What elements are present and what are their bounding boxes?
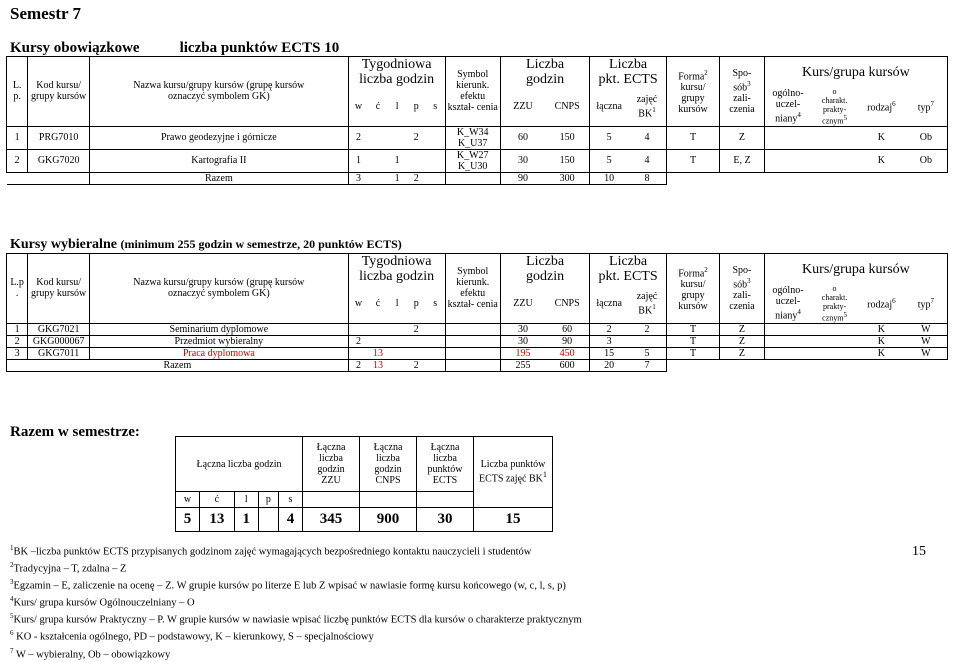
table-cell bbox=[811, 126, 858, 149]
bk-header: zajęć $BK^1$ bbox=[628, 87, 666, 126]
w-header: w bbox=[348, 87, 368, 126]
table-cell: 1 bbox=[388, 149, 407, 172]
table-cell: E, Z bbox=[720, 149, 765, 172]
table-cell: 60 bbox=[545, 323, 590, 335]
table-cell: Seminarium dyplomowe bbox=[90, 323, 349, 335]
page-number: 15 bbox=[912, 544, 926, 559]
symbol-cell: K_W34 K_U37 bbox=[445, 126, 500, 149]
praca-dyplomowa-link[interactable]: Praca dyplomowa bbox=[90, 347, 349, 359]
c-header: ć bbox=[368, 284, 387, 323]
table-cell: Razem bbox=[7, 359, 349, 371]
table-cell bbox=[426, 172, 445, 184]
table-cell: GKG7011 bbox=[28, 347, 90, 359]
table-cell bbox=[417, 492, 474, 508]
table-cell bbox=[426, 126, 445, 149]
total-s: 4 bbox=[279, 508, 303, 532]
total-zzu: 345 bbox=[303, 508, 360, 532]
table-cell: Kartografia II bbox=[90, 149, 349, 172]
footnotes bbox=[10, 542, 582, 662]
table-cell bbox=[368, 323, 387, 335]
sposob-header: Spo- sób$^3$ zali- czenia bbox=[720, 254, 765, 324]
table-cell: 90 bbox=[500, 172, 545, 184]
table-row bbox=[7, 149, 948, 172]
forma-header: Forma$^2$ kursu/ grupy kursów bbox=[666, 57, 719, 127]
table-cell bbox=[426, 359, 445, 371]
table-cell: 2 bbox=[407, 126, 426, 149]
table-cell: 2 bbox=[407, 323, 426, 335]
table-cell: T bbox=[666, 347, 719, 359]
table-cell: Z bbox=[720, 126, 765, 149]
table-cell bbox=[348, 323, 368, 335]
s-header: s bbox=[426, 284, 445, 323]
laczna-header: łączna bbox=[590, 284, 628, 323]
table-cell bbox=[28, 172, 90, 184]
liczba-pkt-header: Liczba pkt. ECTS bbox=[590, 254, 667, 285]
table-cell: 30 bbox=[500, 335, 545, 347]
table-cell: 13 bbox=[368, 359, 387, 371]
footnote: $^5$Kurs/ grupa kursów Praktyczny – P. W grupie kursów w nawiasie wpisać liczbę punktów ECTS dla kursów o charakterze praktycznym bbox=[10, 612, 582, 626]
table-cell: K bbox=[858, 323, 905, 335]
table-cell: 3 bbox=[590, 335, 628, 347]
total-cnps: 900 bbox=[360, 508, 417, 532]
zzu-total-header: Łączna liczba godzin ZZU bbox=[303, 437, 360, 492]
kod-header: Kod kursu/ grupy kursów bbox=[28, 57, 90, 127]
table-cell: 15 bbox=[590, 347, 628, 359]
lp-header: L. p. bbox=[7, 57, 28, 127]
rodzaj-header: rodzaj$^6$ bbox=[858, 87, 905, 126]
table-cell: W bbox=[905, 335, 948, 347]
table-cell bbox=[348, 347, 368, 359]
c-header: ć bbox=[368, 87, 387, 126]
table-cell: 5 bbox=[590, 126, 628, 149]
table-cell: Ob bbox=[905, 149, 948, 172]
table-cell: GKG7021 bbox=[28, 323, 90, 335]
table-cell: l bbox=[234, 492, 258, 508]
table-cell: 20 bbox=[590, 359, 628, 371]
table-cell: GKG7020 bbox=[28, 149, 90, 172]
semester-total-title: Razem w semestrze: bbox=[10, 424, 140, 440]
symbol-header: Symbol kierunk. efektu kształ- cenia bbox=[445, 254, 500, 324]
table-cell: Ob bbox=[905, 126, 948, 149]
cnps-header: CNPS bbox=[545, 87, 590, 126]
table-cell bbox=[368, 335, 387, 347]
table-cell bbox=[426, 323, 445, 335]
cnps-header: CNPS bbox=[545, 284, 590, 323]
table-cell bbox=[666, 359, 947, 371]
table-cell bbox=[764, 126, 811, 149]
table-cell: 5 bbox=[628, 347, 666, 359]
obligatory-section-title bbox=[10, 40, 339, 57]
total-ects: 30 bbox=[417, 508, 474, 532]
total-c: 13 bbox=[199, 508, 234, 532]
table-cell bbox=[426, 335, 445, 347]
table-cell bbox=[407, 149, 426, 172]
table-row bbox=[7, 347, 948, 359]
table-cell bbox=[360, 492, 417, 508]
table-cell bbox=[368, 126, 387, 149]
table-cell: Razem bbox=[90, 172, 349, 184]
footnote: $^6$ KO - kształcenia ogólnego, PD – podstawowy, K – kierunkowy, S – specjalnościowy bbox=[10, 629, 374, 643]
total-w: 5 bbox=[176, 508, 200, 532]
p-header: p bbox=[407, 87, 426, 126]
ects-total-header: Łączna liczba punktów ECTS bbox=[417, 437, 474, 492]
table-cell: 7 bbox=[628, 359, 666, 371]
prakt-header: o charakt. prakty- cznym$^5$ bbox=[811, 87, 858, 126]
table-cell: 1 bbox=[388, 172, 407, 184]
table-cell: Z bbox=[720, 335, 765, 347]
table-cell: 5 bbox=[590, 149, 628, 172]
table-cell: K bbox=[858, 126, 905, 149]
ogol-header: ogólno- uczel- niany$^4$ bbox=[764, 87, 811, 126]
table-cell: 2 bbox=[590, 323, 628, 335]
table-cell: T bbox=[666, 323, 719, 335]
zzu-header: ZZU bbox=[500, 284, 545, 323]
table-cell bbox=[445, 335, 500, 347]
table-cell: s bbox=[279, 492, 303, 508]
razem-row bbox=[7, 172, 948, 184]
footnote: $^2$Tradycyjna – T, zdalna – Z bbox=[10, 561, 127, 575]
elective-section-title bbox=[10, 237, 402, 253]
lp-header: L.p . bbox=[7, 254, 28, 324]
zzu-header: ZZU bbox=[500, 87, 545, 126]
total-hours-header: Łączna liczba godzin bbox=[176, 437, 303, 492]
table-cell bbox=[7, 172, 28, 184]
table-cell: Z bbox=[720, 347, 765, 359]
table-cell: ć bbox=[199, 492, 234, 508]
nazwa-header: Nazwa kursu/grupy kursów (grupę kursów oznaczyć symbolem GK) bbox=[90, 254, 349, 324]
table-cell: 300 bbox=[545, 172, 590, 184]
table-cell bbox=[388, 359, 407, 371]
footnote: $^7$ W – wybieralny, Ob – obowiązkowy bbox=[10, 646, 171, 661]
elective-title: Kursy wybieralne bbox=[10, 237, 117, 252]
table-cell bbox=[811, 347, 858, 359]
table-cell: 2 bbox=[348, 335, 368, 347]
table-cell: 1 bbox=[7, 126, 28, 149]
table-cell: Przedmiot wybieralny bbox=[90, 335, 349, 347]
rodzaj-header: rodzaj$^6$ bbox=[858, 284, 905, 323]
obligatory-points-title: liczba punktów ECTS 10 bbox=[179, 40, 340, 56]
table-cell bbox=[368, 172, 387, 184]
table-cell bbox=[764, 335, 811, 347]
table-row bbox=[7, 126, 948, 149]
table-cell bbox=[666, 172, 947, 184]
table-cell bbox=[388, 335, 407, 347]
elective-subtitle: (minimum 255 godzin w semestrze, 20 punktów ECTS) bbox=[120, 237, 402, 251]
table-cell bbox=[764, 323, 811, 335]
table-cell: 2 bbox=[7, 149, 28, 172]
liczba-godzin-header: Liczba godzin bbox=[500, 57, 589, 88]
table-cell: 3 bbox=[348, 172, 368, 184]
table-cell bbox=[388, 126, 407, 149]
table-cell: 10 bbox=[590, 172, 628, 184]
table-cell: 2 bbox=[348, 126, 368, 149]
symbol-cell: K_W27 K_U30 bbox=[445, 149, 500, 172]
table-cell: 4 bbox=[628, 149, 666, 172]
table-cell: w bbox=[176, 492, 200, 508]
l-header: l bbox=[388, 284, 407, 323]
table-cell: 195 bbox=[500, 347, 545, 359]
w-header: w bbox=[348, 284, 368, 323]
table-cell bbox=[764, 347, 811, 359]
table-cell: 1 bbox=[7, 323, 28, 335]
tyg-header: Tygodniowa liczba godzin bbox=[348, 254, 445, 285]
kurs-grupa-header: Kurs/grupa kursów bbox=[764, 57, 947, 88]
table-cell: Z bbox=[720, 323, 765, 335]
table-row bbox=[7, 323, 948, 335]
tyg-header: Tygodniowa liczba godzin bbox=[348, 57, 445, 88]
table-row bbox=[7, 335, 948, 347]
table-cell: GKG000067 bbox=[28, 335, 90, 347]
typ-header: typ$^7$ bbox=[905, 87, 948, 126]
total-bk: 15 bbox=[474, 508, 553, 532]
liczba-godzin-header: Liczba godzin bbox=[500, 254, 589, 285]
table-cell: K bbox=[858, 335, 905, 347]
table-cell: 8 bbox=[628, 172, 666, 184]
table-cell bbox=[445, 323, 500, 335]
table-cell bbox=[426, 347, 445, 359]
table-cell: 30 bbox=[500, 323, 545, 335]
table-cell: 13 bbox=[368, 347, 387, 359]
table-cell bbox=[388, 323, 407, 335]
table-cell: 60 bbox=[500, 126, 545, 149]
table-cell: T bbox=[666, 335, 719, 347]
ogol-header: ogólno- uczel- niany$^4$ bbox=[764, 284, 811, 323]
table-cell: 2 bbox=[628, 323, 666, 335]
table-cell bbox=[764, 149, 811, 172]
table-cell: 2 bbox=[348, 359, 368, 371]
elective-table bbox=[6, 253, 948, 372]
table-cell bbox=[811, 323, 858, 335]
table-cell bbox=[407, 347, 426, 359]
sposob-header: Spo- sób$^3$ zali- czenia bbox=[720, 57, 765, 127]
nazwa-header: Nazwa kursu/grupy kursów (grupę kursów oznaczyć symbolem GK) bbox=[90, 57, 349, 127]
bk-header: zajęć $BK^1$ bbox=[628, 284, 666, 323]
table-cell: W bbox=[905, 347, 948, 359]
table-cell bbox=[388, 347, 407, 359]
page-title: Semestr 7 bbox=[10, 4, 81, 23]
table-cell: 1 bbox=[348, 149, 368, 172]
typ-header: typ$^7$ bbox=[905, 284, 948, 323]
total-l: 1 bbox=[234, 508, 258, 532]
table-cell bbox=[303, 492, 360, 508]
table-cell bbox=[628, 335, 666, 347]
prakt-header: o charakt. prakty- cznym$^5$ bbox=[811, 284, 858, 323]
table-cell bbox=[445, 347, 500, 359]
footnote: $^4$Kurs/ grupa kursów Ogólnouczelniany – O bbox=[10, 595, 195, 609]
table-cell: 30 bbox=[500, 149, 545, 172]
bk-total-header: Liczba punktów ECTS zajęć $BK^1$ bbox=[474, 437, 553, 508]
table-cell: 255 bbox=[500, 359, 545, 371]
table-cell: T bbox=[666, 149, 719, 172]
table-cell bbox=[445, 172, 500, 184]
table-cell bbox=[811, 335, 858, 347]
total-p bbox=[258, 508, 278, 532]
table-cell: PRG7010 bbox=[28, 126, 90, 149]
table-cell bbox=[407, 335, 426, 347]
table-cell: K bbox=[858, 149, 905, 172]
kurs-grupa-header: Kurs/grupa kursów bbox=[764, 254, 947, 285]
table-cell bbox=[426, 149, 445, 172]
laczna-header: łączna bbox=[590, 87, 628, 126]
table-cell: 2 bbox=[407, 359, 426, 371]
table-cell: 2 bbox=[407, 172, 426, 184]
table-cell: Prawo geodezyjne i górnicze bbox=[90, 126, 349, 149]
table-cell bbox=[368, 149, 387, 172]
s-header: s bbox=[426, 87, 445, 126]
table-cell bbox=[445, 359, 500, 371]
table-cell: p bbox=[258, 492, 278, 508]
table-cell: W bbox=[905, 323, 948, 335]
table-cell: T bbox=[666, 126, 719, 149]
table-cell: 600 bbox=[545, 359, 590, 371]
footnote: $^1$BK –liczba punktów ECTS przypisanych godzinom zajęć wymagających bezpośredniego kontaktu nauczycieli i studentów bbox=[10, 544, 532, 558]
footnote: $^3$Egzamin – E, zaliczenie na ocenę – Z. W grupie kursów po literze E lub Z wpisać w nawiasie formę kursu końcowego (w, c, l, s, p) bbox=[10, 578, 566, 592]
table-cell: 2 bbox=[7, 335, 28, 347]
razem-row bbox=[7, 359, 948, 371]
cnps-total-header: Łączna liczba godzin CNPS bbox=[360, 437, 417, 492]
forma-header: Forma$^2$ kursu/ grupy kursów bbox=[666, 254, 719, 324]
symbol-header: Symbol kierunk. efektu kształ- cenia bbox=[445, 57, 500, 127]
table-cell bbox=[811, 149, 858, 172]
table-cell: 90 bbox=[545, 335, 590, 347]
table-cell: 150 bbox=[545, 126, 590, 149]
l-header: l bbox=[388, 87, 407, 126]
obligatory-title: Kursy obowiązkowe bbox=[10, 40, 140, 56]
liczba-pkt-header: Liczba pkt. ECTS bbox=[590, 57, 667, 88]
table-cell: 3 bbox=[7, 347, 28, 359]
table-cell: 4 bbox=[628, 126, 666, 149]
obligatory-table bbox=[6, 56, 948, 185]
kod-header: Kod kursu/ grupy kursów bbox=[28, 254, 90, 324]
p-header: p bbox=[407, 284, 426, 323]
semester-total-table bbox=[175, 436, 553, 532]
table-cell: K bbox=[858, 347, 905, 359]
table-cell: 450 bbox=[545, 347, 590, 359]
table-cell: 150 bbox=[545, 149, 590, 172]
